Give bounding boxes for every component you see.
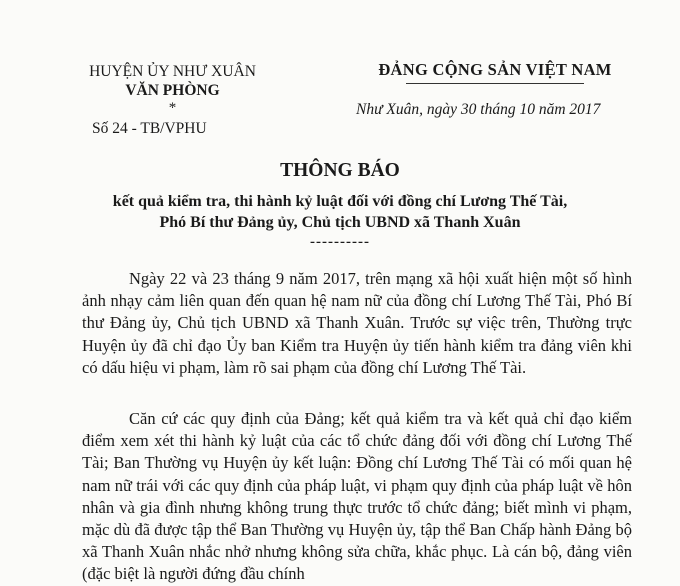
document-title: THÔNG BÁO (280, 160, 400, 181)
office-name: VĂN PHÒNG (125, 82, 220, 99)
party-underline (406, 83, 584, 84)
committee-name: HUYỆN ỦY NHƯ XUÂN (89, 63, 256, 80)
document-number: Số 24 - TB/VPHU (92, 120, 207, 137)
issue-date: Như Xuân, ngày 30 tháng 10 năm 2017 (356, 101, 601, 118)
party-header (350, 60, 640, 84)
title-divider: ---------- (310, 234, 370, 250)
body-paragraph-2: Căn cứ các quy định của Đảng; kết quả kiểm tra và kết quả chỉ đạo kiểm điểm xem xét thi hành kỷ luật của các tổ chức đảng đối với đồng chí Lương Thế Tài; Ban Thường vụ Huyện ủy kết luận: Đồng chí Lương Thế Tài có mối quan hệ nam nữ trái với các quy định của pháp luật, vi phạm quy định của pháp luật về hôn nhân và gia đình nhưng không trung thực trước tổ chức đảng; biết mình vi phạm, mặc dù đã được tập thể Ban Thường vụ Huyện ủy, tập thể Ban Chấp hành Đảng bộ xã Thanh Xuân nhắc nhở nhưng không sửa chữa, khắc phục. Là cán bộ, đảng viên (đặc biệt là người đứng đầu chính (82, 409, 632, 584)
subtitle-line-1: kết quả kiểm tra, thi hành kỷ luật đối với đồng chí Lương Thế Tài, (112, 193, 568, 210)
subtitle-line-2: Phó Bí thư Đảng ủy, Chủ tịch UBND xã Thanh Xuân (159, 214, 521, 231)
issuer-header (60, 62, 285, 114)
party-name: ĐẢNG CỘNG SẢN VIỆT NAM (378, 60, 612, 79)
body-paragraph-1: Ngày 22 và 23 tháng 9 năm 2017, trên mạng xã hội xuất hiện một số hình ảnh nhạy cảm liên quan đến quan hệ nam nữ của đồng chí Lương Thế Tài, Phó Bí thư Đảng ủy, Chủ tịch UBND xã Thanh Xuân. Trước sự việc trên, Thường trực Huyện ủy đã chỉ đạo Ủy ban Kiểm tra Huyện ủy tiến hành kiểm tra đảng viên khi có dấu hiệu vi phạm, làm rõ sai phạm của đồng chí Lương Thế Tài. (82, 269, 632, 377)
header-star: * (168, 100, 177, 116)
